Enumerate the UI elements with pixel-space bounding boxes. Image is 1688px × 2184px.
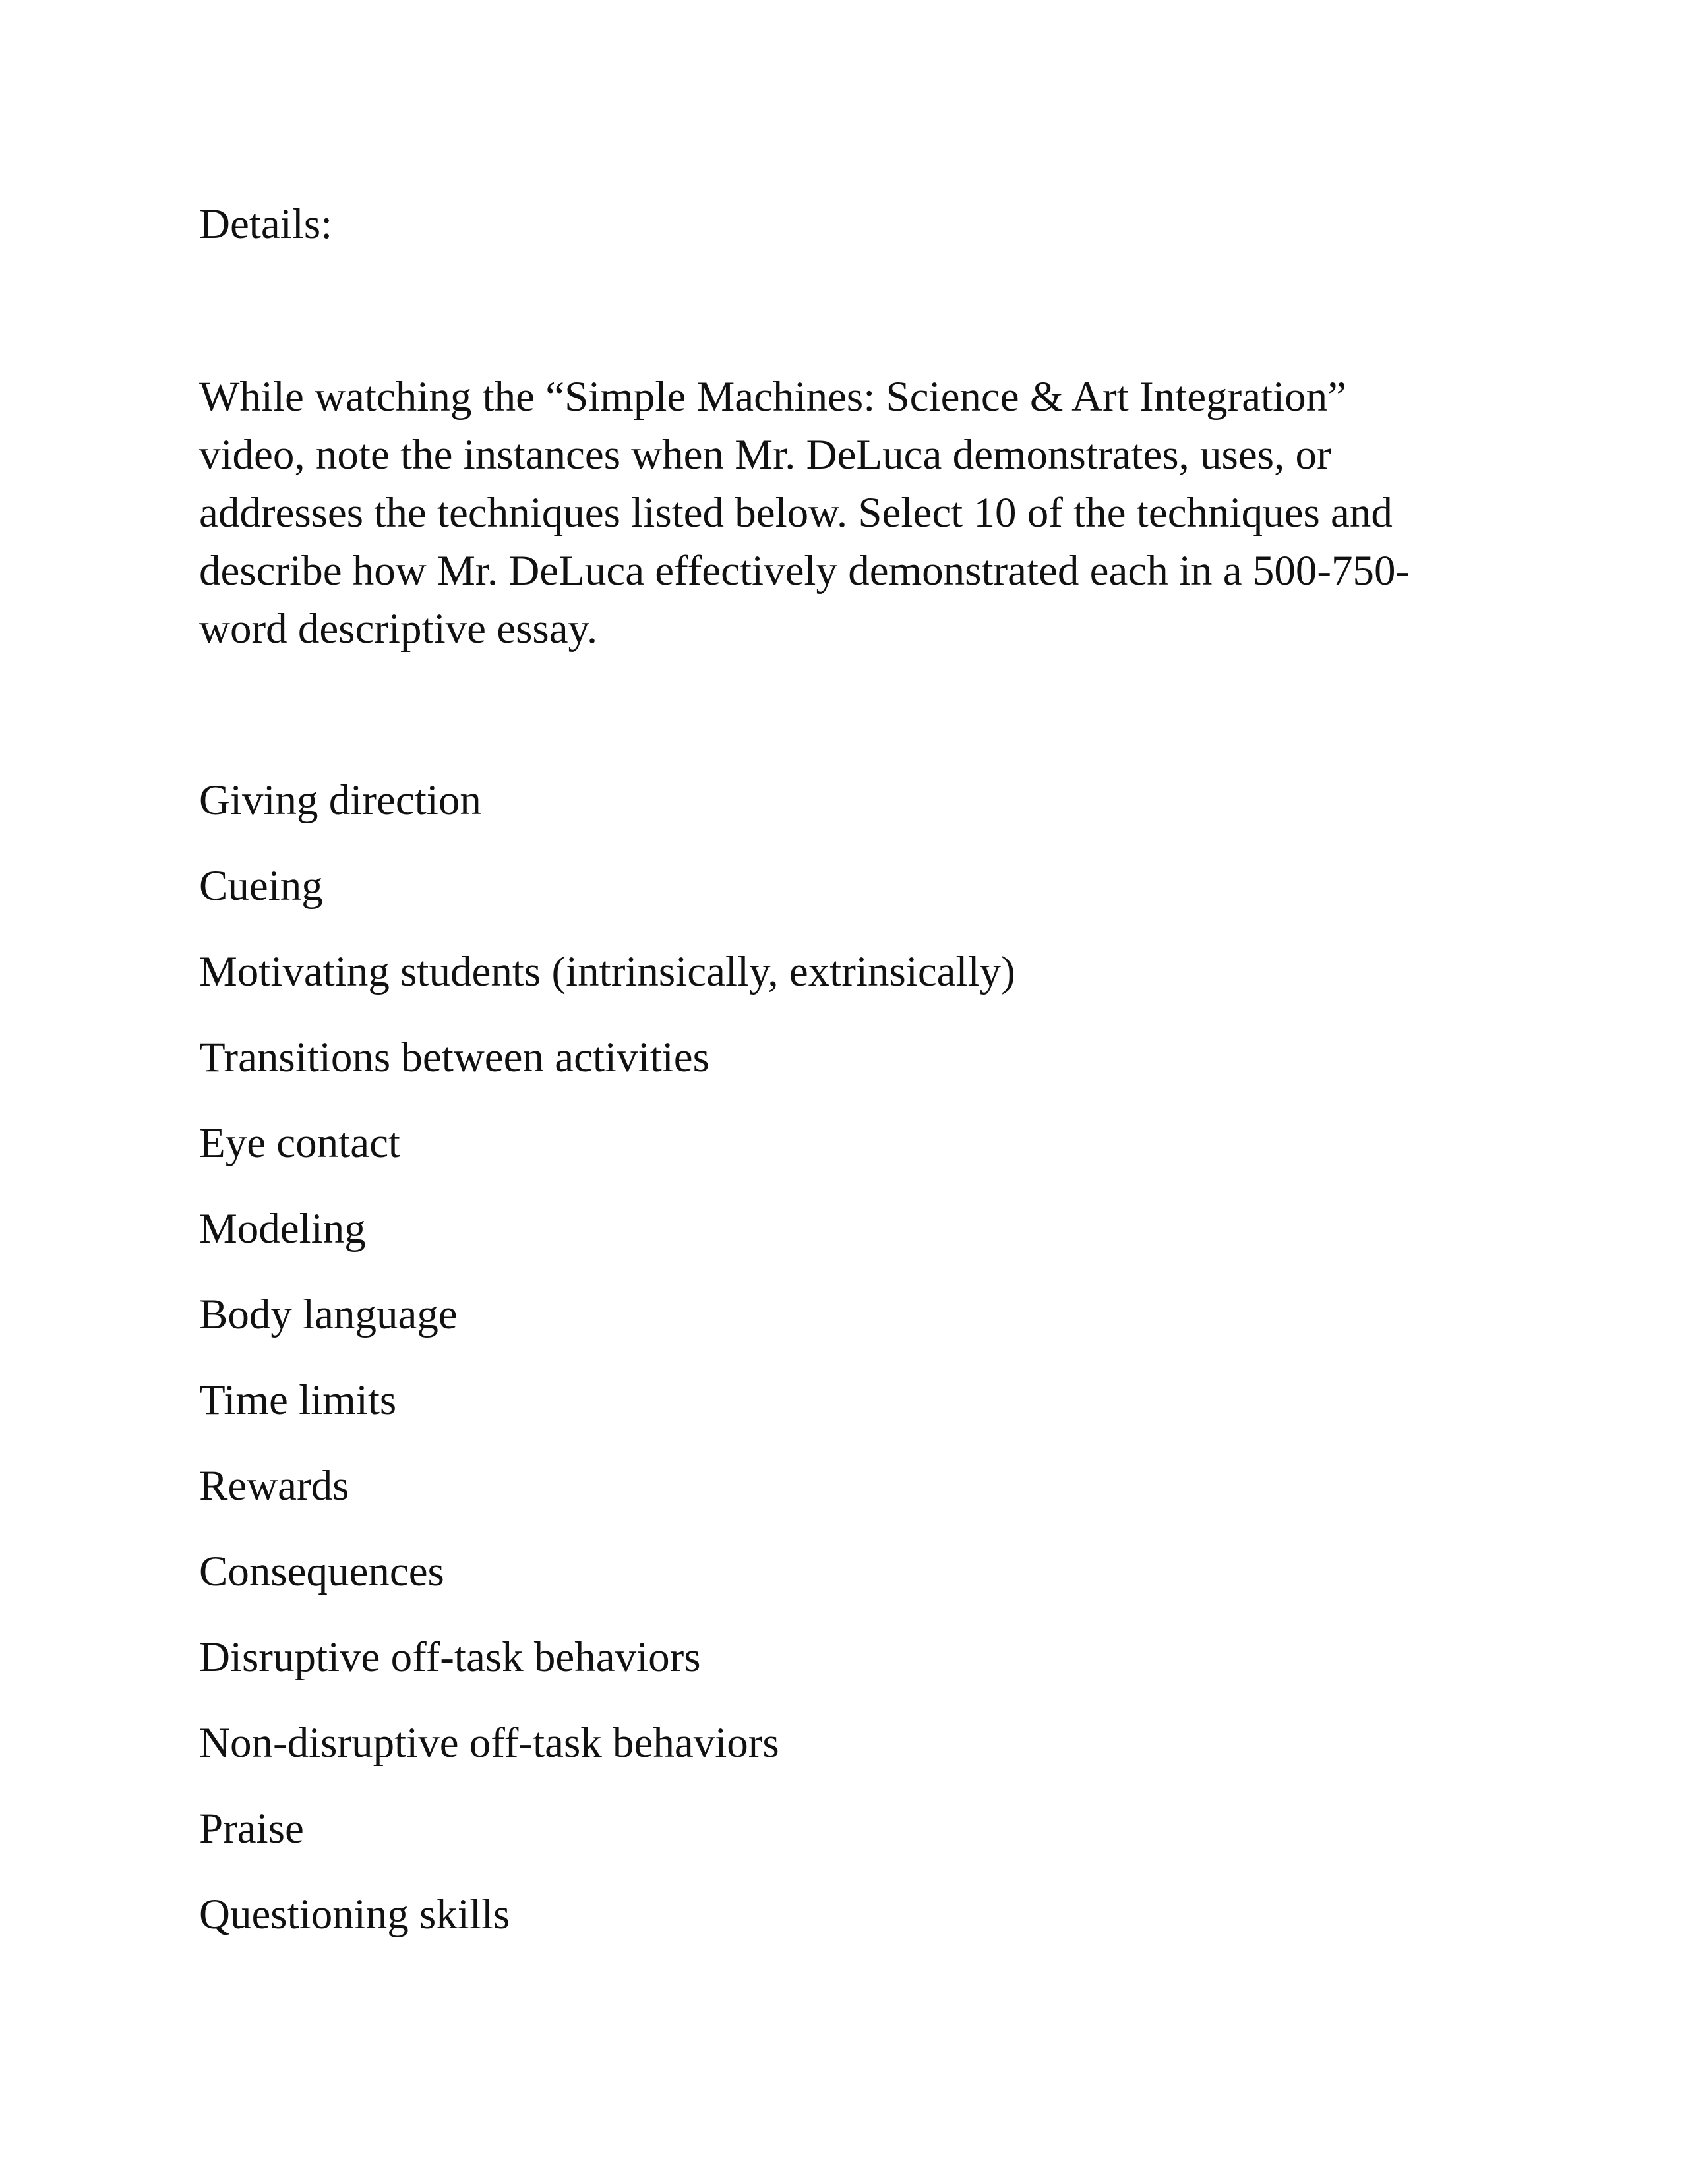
technique-item: Transitions between activities [199,1034,709,1081]
technique-item: Disruptive off-task behaviors [199,1634,701,1681]
technique-item: Eye contact [199,1119,400,1167]
technique-item: Motivating students (intrinsically, extrinsically) [199,948,1015,995]
paragraph-line: addresses the techniques listed below. Select 10 of the techniques and [199,489,1393,537]
technique-item: Time limits [199,1376,397,1424]
details-heading: Details: [199,200,333,248]
technique-item: Questioning skills [199,1891,510,1938]
technique-item: Praise [199,1805,304,1852]
instructions-paragraph [199,368,1492,658]
technique-item: Consequences [199,1548,444,1595]
paragraph-line: word descriptive essay. [199,605,598,653]
paragraph-line: video, note the instances when Mr. DeLuca demonstrates, uses, or [199,431,1331,479]
technique-item: Modeling [199,1205,366,1253]
technique-item: Giving direction [199,777,481,824]
technique-item: Non-disruptive off-task behaviors [199,1719,779,1767]
techniques-list [199,771,1015,1971]
technique-item: Body language [199,1291,458,1338]
technique-item: Cueing [199,862,323,910]
technique-item: Rewards [199,1462,349,1510]
paragraph-line: While watching the “Simple Machines: Science & Art Integration” [199,373,1347,421]
paragraph-line: describe how Mr. DeLuca effectively demonstrated each in a 500-750- [199,547,1410,595]
